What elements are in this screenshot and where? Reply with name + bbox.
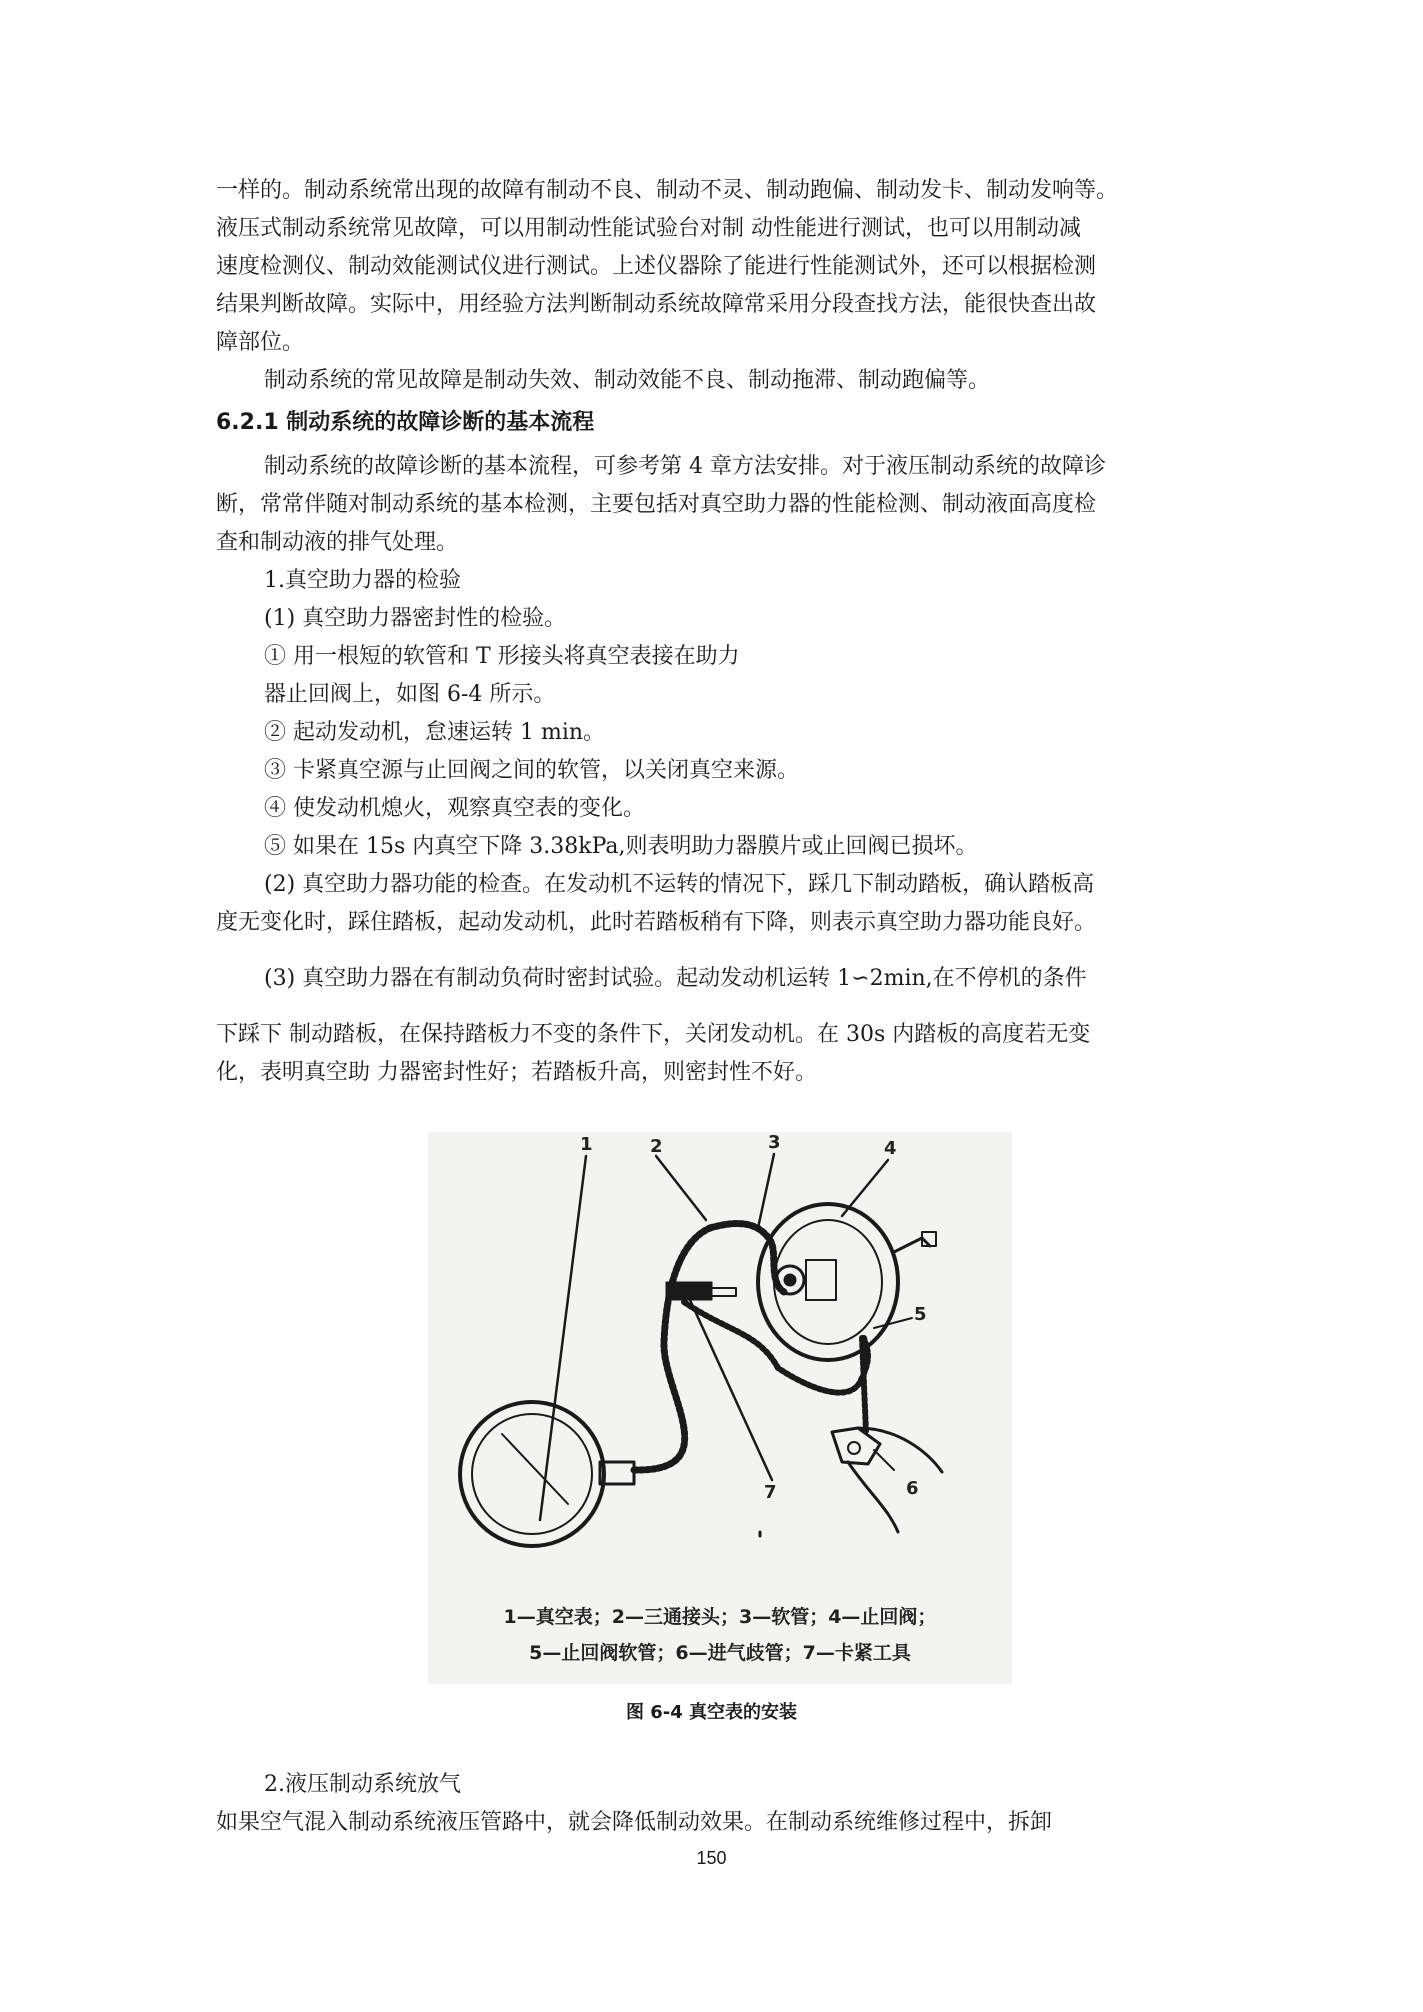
- figure-legend-line-2: 5—止回阀软管；6—进气歧管；7—卡紧工具: [529, 1642, 911, 1664]
- body-line-3: 速度检测仪、制动效能测试仪进行测试。上述仪器除了能进行性能测试外，还可以根据检测: [216, 254, 1097, 279]
- callout-3: 3: [768, 1132, 781, 1153]
- body-line-24: 如果空气混入制动系统液压管路中，就会降低制动效果。在制动系统维修过程中，拆卸: [216, 1810, 1053, 1835]
- body-line-1: 一样的。制动系统常出现的故障有制动不良、制动不灵、制动跑偏、制动发卡、制动发响等。: [216, 178, 1119, 203]
- body-line-18: (2) 真空助力器功能的检查。在发动机不运转的情况下，踩几下制动踏板，确认踏板高: [264, 872, 1095, 897]
- figure-legend-line-1: 1—真空表；2—三通接头；3—软管；4—止回阀；: [503, 1606, 937, 1628]
- subsection-title: 1.真空助力器的检验: [264, 568, 461, 593]
- callout-6: 6: [906, 1478, 919, 1499]
- callout-7: 7: [764, 1482, 777, 1503]
- body-line-12: ① 用一根短的软管和 T 形接头将真空表接在助力: [264, 644, 740, 669]
- callout-2: 2: [650, 1136, 663, 1157]
- body-line-21: 下踩下 制动踏板，在保持踏板力不变的条件下，关闭发动机。在 30s 内踏板的高度若无变: [216, 1022, 1091, 1047]
- body-line-7: 制动系统的故障诊断的基本流程，可参考第 4 章方法安排。对于液压制动系统的故障诊: [264, 454, 1106, 479]
- callout-1: 1: [580, 1134, 593, 1155]
- body-line-6: 制动系统的常见故障是制动失效、制动效能不良、制动拖滞、制动跑偏等。: [264, 368, 991, 393]
- figure-caption: 图 6-4 真空表的安装: [625, 1702, 798, 1723]
- subsection-title-2: 2.液压制动系统放气: [264, 1772, 461, 1797]
- body-line-13: 器止回阀上，如图 6-4 所示。: [264, 682, 556, 707]
- body-line-8: 断，常常伴随对制动系统的基本检测，主要包括对真空助力器的性能检测、制动液面高度检: [216, 492, 1097, 517]
- body-line-22: 化，表明真空助 力器密封性好；若踏板升高，则密封性不好。: [216, 1060, 817, 1085]
- section-heading: 6.2.1 制动系统的故障诊断的基本流程: [216, 410, 595, 435]
- body-line-2: 液压式制动系统常见故障，可以用制动性能试验台对制 动性能进行测试，也可以用制动减: [216, 216, 1081, 241]
- body-line-20: (3) 真空助力器在有制动负荷时密封试验。起动发动机运转 1∽2min,在不停机的条件: [264, 966, 1087, 991]
- body-line-14: ② 起动发动机，怠速运转 1 min。: [264, 720, 606, 745]
- body-line-16: ④ 使发动机熄火，观察真空表的变化。: [264, 796, 645, 821]
- body-line-15: ③ 卡紧真空源与止回阀之间的软管，以关闭真空来源。: [264, 758, 799, 783]
- body-line-5: 障部位。: [216, 330, 305, 355]
- body-line-19: 度无变化时，踩住踏板，起动发动机，此时若踏板稍有下降，则表示真空助力器功能良好。: [216, 910, 1097, 935]
- figure-vacuum-gauge-installation: [428, 1132, 1012, 1684]
- page-number: 150: [696, 1848, 727, 1868]
- callout-4: 4: [884, 1138, 897, 1159]
- body-line-17: ⑤ 如果在 15s 内真空下降 3.38kPa,则表明助力器膜片或止回阀已损坏。: [264, 834, 978, 859]
- body-line-4: 结果判断故障。实际中，用经验方法判断制动系统故障常采用分段查找方法，能很快查出故: [216, 292, 1097, 317]
- body-line-11: (1) 真空助力器密封性的检验。: [264, 606, 567, 631]
- callout-5: 5: [914, 1304, 927, 1325]
- body-line-9: 查和制动液的排气处理。: [216, 530, 459, 555]
